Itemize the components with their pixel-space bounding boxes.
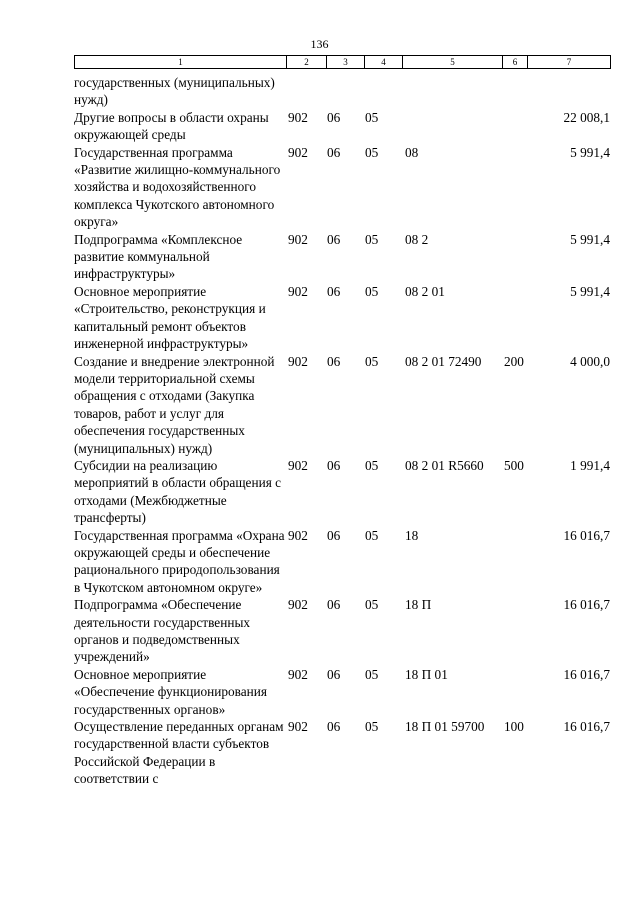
row-target-code: 08 [405, 144, 419, 160]
row-ministry-code: 902 [288, 231, 308, 247]
row-amount: 5 991,4 [570, 144, 610, 160]
row-target-code: 18 [405, 527, 419, 543]
row-target-code: 18 П 01 [405, 666, 448, 682]
table-row [74, 457, 614, 527]
row-subsection-code: 05 [365, 719, 379, 735]
row-target-code: 08 2 [405, 231, 429, 247]
row-name: государственных (муниципальных) нужд) [74, 75, 275, 108]
row-ministry-code: 902 [288, 597, 308, 613]
row-name: Подпрограмма «Обеспечение деятельности государственных органов и подведомственных учреждений» [74, 597, 251, 665]
row-ministry-code: 902 [288, 144, 308, 160]
table-row [74, 109, 614, 144]
row-subsection-code: 05 [365, 527, 379, 543]
row-target-code: 18 П [405, 597, 432, 613]
column-header-1: 1 [75, 56, 287, 69]
row-name: Основное мероприятие «Обеспечение функционирования государственных органов» [74, 666, 267, 717]
row-section-code: 06 [327, 283, 341, 299]
row-expense-type: 200 [504, 353, 524, 369]
row-amount: 16 016,7 [563, 527, 610, 543]
row-subsection-code: 05 [365, 231, 379, 247]
row-name: Другие вопросы в области охраны окружающей среды [74, 109, 269, 143]
column-header-2: 2 [287, 56, 327, 69]
row-amount: 16 016,7 [563, 666, 610, 682]
table-row [74, 527, 614, 597]
row-expense-type: 100 [504, 719, 524, 735]
column-header-table [74, 55, 611, 69]
row-name: Государственная программа «Развитие жилищно-коммунального хозяйства и водохозяйственного комплекса Чукотского автономного округа» [74, 144, 281, 230]
row-section-code: 06 [327, 457, 341, 473]
row-ministry-code: 902 [288, 457, 308, 473]
row-ministry-code: 902 [288, 666, 308, 682]
row-ministry-code: 902 [288, 283, 308, 299]
row-ministry-code: 902 [288, 109, 308, 125]
row-subsection-code: 05 [365, 353, 379, 369]
table-row [74, 666, 614, 718]
column-header-4: 4 [365, 56, 403, 69]
row-section-code: 06 [327, 666, 341, 682]
row-name: Подпрограмма «Комплексное развитие коммунальной инфраструктуры» [74, 231, 243, 282]
column-header-row [75, 56, 611, 69]
row-amount: 5 991,4 [570, 231, 610, 247]
row-amount: 16 016,7 [563, 719, 610, 735]
row-subsection-code: 05 [365, 457, 379, 473]
row-name: Основное мероприятие «Строительство, реконструкция и капитальный ремонт объектов инженерной инфраструктуры» [74, 283, 266, 352]
table-row [74, 74, 614, 109]
table-row [74, 353, 614, 457]
column-header-7: 7 [528, 56, 611, 69]
row-section-code: 06 [327, 597, 341, 613]
row-amount: 1 991,4 [570, 457, 610, 473]
row-ministry-code: 902 [288, 353, 308, 369]
table-row [74, 283, 614, 353]
row-name: Субсидии на реализацию мероприятий в области обращения с отходами (Межбюджетные трансферты) [74, 457, 282, 526]
column-header-3: 3 [327, 56, 365, 69]
row-section-code: 06 [327, 144, 341, 160]
column-header-6: 6 [503, 56, 528, 69]
row-target-code: 08 2 01 R5660 [405, 457, 484, 473]
row-subsection-code: 05 [365, 597, 379, 613]
row-target-code: 08 2 01 [405, 283, 445, 299]
table-row [74, 144, 614, 231]
table-row [74, 718, 614, 788]
row-ministry-code: 902 [288, 719, 308, 735]
row-target-code: 18 П 01 59700 [405, 719, 485, 735]
page-number: 136 [310, 37, 329, 51]
row-section-code: 06 [327, 353, 341, 369]
row-section-code: 06 [327, 719, 341, 735]
row-section-code: 06 [327, 527, 341, 543]
row-expense-type: 500 [504, 457, 524, 473]
row-amount: 22 008,1 [563, 109, 610, 125]
table-row [74, 231, 614, 283]
row-ministry-code: 902 [288, 527, 308, 543]
row-subsection-code: 05 [365, 283, 379, 299]
row-name: Создание и внедрение электронной модели территориальной схемы обращения с отходами (Закупка товаров, работ и услуг для обеспечения государственных (муниципальных) нужд) [74, 353, 275, 456]
row-subsection-code: 05 [365, 109, 379, 125]
row-section-code: 06 [327, 231, 341, 247]
row-section-code: 06 [327, 109, 341, 125]
row-amount: 5 991,4 [570, 283, 610, 299]
column-header-5: 5 [403, 56, 503, 69]
row-target-code: 08 2 01 72490 [405, 353, 482, 369]
budget-table-body [74, 74, 614, 788]
row-name: Государственная программа «Охрана окружающей среды и обеспечение рационального природопользования в Чукотском автономном округе» [74, 527, 285, 595]
row-subsection-code: 05 [365, 666, 379, 682]
row-subsection-code: 05 [365, 144, 379, 160]
row-amount: 16 016,7 [563, 597, 610, 613]
row-name: Осуществление переданных органам государственной власти субъектов Российской Федерации в соответствии с [74, 719, 284, 787]
row-amount: 4 000,0 [570, 353, 610, 369]
table-row [74, 596, 614, 666]
